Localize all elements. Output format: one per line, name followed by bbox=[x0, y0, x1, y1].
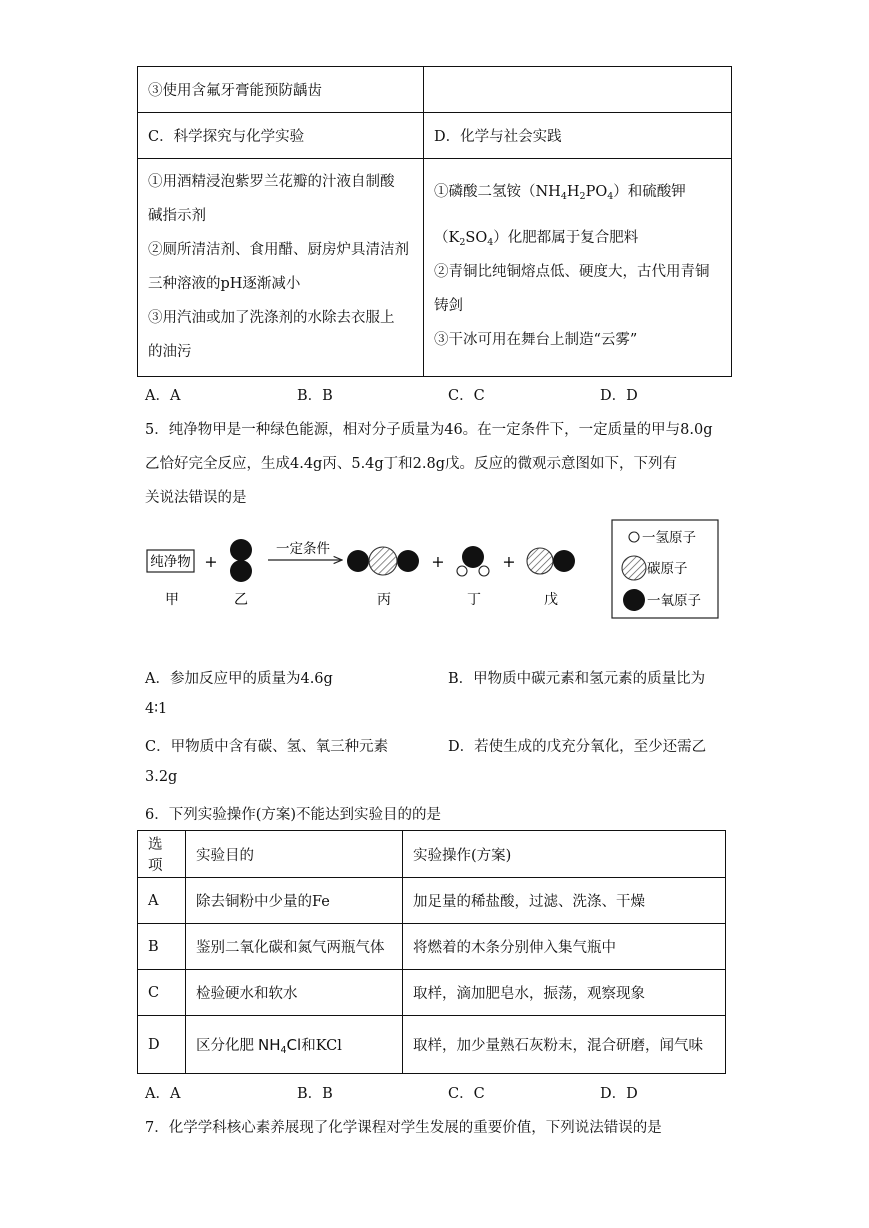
q6-header-option: 选项 bbox=[138, 831, 186, 878]
carbon-atom bbox=[527, 548, 553, 574]
d-item-1-cont: $(K_2SO_4)$化肥都属于复合肥料 bbox=[434, 230, 639, 248]
q6-header-method: 实验操作(方案) bbox=[403, 831, 726, 878]
oxygen-atom bbox=[553, 550, 575, 572]
q4-option-d[interactable]: D．D bbox=[600, 388, 638, 404]
c-item-line: ③用汽油或加了洗涤剂的水除去衣服上 bbox=[148, 310, 395, 326]
q5-option-d[interactable]: D．若使生成的戊充分氧化，至少还需乙 bbox=[448, 739, 707, 755]
q4-row1-right bbox=[424, 67, 732, 113]
c-item-line: ①用酒精浸泡紫罗兰花瓣的汁液自制酸 bbox=[148, 174, 395, 190]
oxygen-atom bbox=[347, 550, 369, 572]
d-item-line: ③干冰可用在舞台上制造“云雾” bbox=[434, 332, 638, 348]
q4-option-c[interactable]: C．C bbox=[448, 388, 485, 404]
table-row bbox=[138, 1016, 726, 1074]
q5-stem-line-2: 乙恰好完全反应，生成4.4g丙、5.4g丁和2.8g戊。反应的微观示意图如下，下列有 bbox=[145, 456, 678, 472]
label-ding: 丁 bbox=[467, 592, 481, 608]
q6-header-goal: 实验目的 bbox=[186, 831, 403, 878]
reaction-condition: 一定条件 bbox=[276, 541, 330, 557]
hydrogen-atom bbox=[479, 566, 489, 576]
legend-oxygen-icon bbox=[623, 589, 645, 611]
q6-option-c[interactable]: C．C bbox=[448, 1086, 485, 1102]
q6-row-c-method: 取样，滴加肥皂水，振荡，观察现象 bbox=[403, 970, 726, 1016]
q6-row-c-option: C bbox=[138, 970, 186, 1016]
q4-option-a[interactable]: A．A bbox=[145, 388, 181, 404]
q5-option-d-continued: 3.2g bbox=[145, 769, 178, 785]
legend-oxygen-label: 一氧原子 bbox=[647, 593, 701, 609]
c-item-line: 三种溶液的pH逐渐减小 bbox=[148, 276, 301, 292]
q6-row-a-goal: 除去铜粉中少量的Fe bbox=[186, 878, 403, 924]
oxygen-atom bbox=[230, 560, 252, 582]
q6-row-d-method: 取样，加少量熟石灰粉末，混合研磨，闻气味 bbox=[403, 1016, 726, 1074]
carbon-atom bbox=[369, 547, 397, 575]
q6-header-row bbox=[138, 831, 726, 878]
q6-row-b-goal: 鉴别二氧化碳和氮气两瓶气体 bbox=[186, 924, 403, 970]
q4-row1-left: ③使用含氟牙膏能预防龋齿 bbox=[138, 67, 424, 113]
q4-d-content bbox=[424, 159, 732, 377]
d-item-1: ①磷酸二氢铵$(NH_4H_2PO_4)$和硫酸钾 bbox=[434, 184, 686, 202]
q7-stem: 7．化学学科核心素养展现了化学课程对学生发展的重要价值，下列说法错误的是 bbox=[145, 1120, 662, 1136]
q6-row-b-option: B bbox=[138, 924, 186, 970]
q6-row-d-goal: 区分化肥 $NH_4Cl$和KCl bbox=[186, 1016, 403, 1074]
d-item-line: ②青铜比纯铜熔点低、硬度大，古代用青铜 bbox=[434, 264, 710, 280]
q6-table bbox=[137, 830, 726, 1074]
q4-option-b[interactable]: B．B bbox=[297, 388, 333, 404]
q5-option-a[interactable]: A．参加反应甲的质量为4.6g bbox=[145, 671, 333, 687]
legend-hydrogen-label: 一氢原子 bbox=[642, 530, 696, 546]
q5-stem-line-1: 5．纯净物甲是一种绿色能源，相对分子质量为46。在一定条件下，一定质量的甲与8.0g bbox=[145, 422, 713, 438]
q6-row-d-option: D bbox=[138, 1016, 186, 1074]
label-yi: 乙 bbox=[234, 592, 248, 608]
q5-stem-line-3: 关说法错误的是 bbox=[145, 490, 247, 506]
q6-row-c-goal: 检验硬水和软水 bbox=[186, 970, 403, 1016]
q6-row-a-method: 加足量的稀盐酸，过滤、洗涤、干燥 bbox=[403, 878, 726, 924]
q4-c-content bbox=[138, 159, 424, 377]
oxygen-atom bbox=[397, 550, 419, 572]
q4-d-heading: D．化学与社会实践 bbox=[424, 113, 732, 159]
plus-sign-3: + bbox=[502, 552, 516, 571]
q6-option-a[interactable]: A．A bbox=[145, 1086, 181, 1102]
legend-carbon-icon bbox=[622, 556, 646, 580]
q5-option-c[interactable]: C．甲物质中含有碳、氢、氧三种元素 bbox=[145, 739, 389, 755]
q6-row-a-option: A bbox=[138, 878, 186, 924]
plus-sign-2: + bbox=[431, 552, 445, 571]
q6-stem: 6．下列实验操作(方案)不能达到实验目的的是 bbox=[145, 807, 442, 823]
table-row bbox=[138, 970, 726, 1016]
label-bing: 丙 bbox=[377, 592, 391, 608]
table-row bbox=[138, 878, 726, 924]
legend-carbon-label: 碳原子 bbox=[647, 561, 688, 577]
plus-sign-1: + bbox=[204, 552, 218, 571]
c-item-line: 的油污 bbox=[148, 344, 192, 360]
reaction-diagram bbox=[140, 515, 730, 625]
pure-substance-label: 纯净物 bbox=[150, 554, 191, 570]
c-item-line: ②厕所清洁剂、食用醋、厨房炉具清洁剂 bbox=[148, 242, 409, 258]
d-item-line: 铸剑 bbox=[434, 298, 463, 314]
oxygen-atom bbox=[230, 539, 252, 561]
label-jia: 甲 bbox=[165, 592, 179, 608]
q6-option-d[interactable]: D．D bbox=[600, 1086, 638, 1102]
hydrogen-atom bbox=[457, 566, 467, 576]
label-wu: 戊 bbox=[544, 592, 558, 608]
legend-hydrogen-icon bbox=[629, 532, 639, 542]
q6-row-b-method: 将燃着的木条分别伸入集气瓶中 bbox=[403, 924, 726, 970]
q6-option-b[interactable]: B．B bbox=[297, 1086, 333, 1102]
q4-c-heading: C．科学探究与化学实验 bbox=[138, 113, 424, 159]
q4-table bbox=[137, 66, 732, 377]
c-item-line: 碱指示剂 bbox=[148, 208, 206, 224]
q5-option-b-continued: 4∶1 bbox=[145, 701, 168, 717]
table-row bbox=[138, 924, 726, 970]
oxygen-atom bbox=[462, 546, 484, 568]
q5-option-b[interactable]: B．甲物质中碳元素和氢元素的质量比为 bbox=[448, 671, 706, 687]
